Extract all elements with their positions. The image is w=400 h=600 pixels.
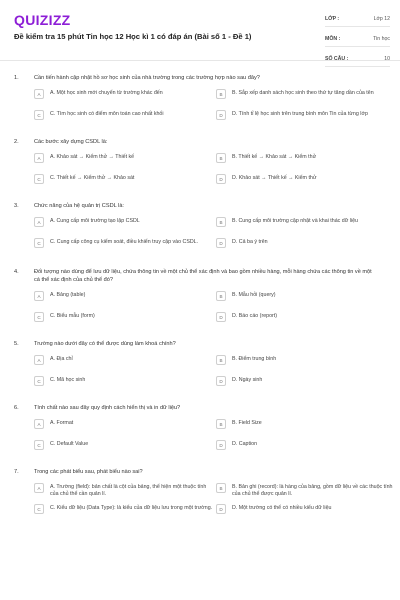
answer-option-c[interactable] [34,237,214,254]
question-header [0,404,400,412]
option-text: C. Cung cấp công cụ kiểm soát, điều khiển truy cập vào CSDL. [50,239,199,245]
question-header [0,74,400,82]
option-letter-badge: D [216,440,226,450]
option-text: D. Tính tỉ lệ học sinh trên trung bình môn Tin của từng lớp [232,111,368,117]
option-letter-badge: C [34,312,44,322]
question-text: Trường nào dưới đây có thể được dùng làm khoá chính? [34,341,176,347]
option-letter-badge: A [34,217,44,227]
answer-option-a[interactable] [34,88,214,105]
option-text: A. Bảng (table) [50,292,86,298]
quizizz-logo[interactable]: QUIZIZZ [14,12,71,28]
option-text: D. Báo cáo (report) [232,313,278,319]
meta-count-value: 10 [384,56,390,62]
meta-subject-label: MÔN : [325,36,341,42]
answer-option-b[interactable] [216,354,396,371]
question-number: 2. [14,139,19,145]
option-text: C. Default Value [50,441,89,447]
question-text: Chức năng của hệ quản trị CSDL là: [34,203,124,209]
option-letter-badge: A [34,419,44,429]
question-number: 7. [14,469,19,475]
option-text: B. Sắp xếp danh sách học sinh theo thứ tự tăng dần của tên [232,90,374,96]
option-text: B. Thiết kế → Khảo sát → Kiểm thử [232,154,317,160]
option-text: A. Một học sinh mới chuyển từ trường khác đến [50,90,163,96]
meta-subject-value: Tin học [373,36,390,42]
question-text: Tính chất nào sau đây quy định cách hiển thị và in dữ liệu? [34,405,181,411]
option-letter-badge: C [34,376,44,386]
answer-option-b[interactable] [216,88,396,105]
answer-option-a[interactable] [34,482,214,499]
answer-option-d[interactable] [216,311,396,328]
meta-count-label: SỐ CÂU : [325,56,349,62]
answer-option-c[interactable] [34,311,214,328]
option-letter-badge: D [216,376,226,386]
meta-count-row [325,52,390,67]
answer-option-a[interactable] [34,152,214,169]
option-text: C. Thiết kế → Kiểm thử → Khảo sát [50,175,135,181]
question-list [0,74,400,532]
option-text: B. Bản ghi (record): là hàng của bảng, gồm dữ liệu về các thuộc tính của chủ thể được quản lí. [232,484,393,497]
answer-option-d[interactable] [216,237,396,254]
question-header [0,202,400,210]
answer-options [0,354,400,396]
answer-options [0,88,400,130]
answer-option-a[interactable] [34,290,214,307]
option-text: D. Một trường có thể có nhiều kiểu dữ liệu [232,505,332,511]
question-header [0,340,400,348]
option-letter-badge: C [34,440,44,450]
answer-option-a[interactable] [34,354,214,371]
answer-option-d[interactable] [216,439,396,456]
meta-class-label: LỚP : [325,16,340,22]
answer-option-b[interactable] [216,290,396,307]
option-letter-badge: A [34,153,44,163]
option-text: D. Cả ba ý trên [232,239,268,245]
meta-class-value: Lớp 12 [373,16,390,22]
question-number: 1. [14,75,19,81]
option-text: C. Biểu mẫu (form) [50,313,95,319]
question-item [0,404,400,460]
option-letter-badge: B [216,419,226,429]
question-item [0,138,400,194]
answer-option-c[interactable] [34,503,214,520]
answer-option-d[interactable] [216,173,396,190]
option-text: C. Tìm học sinh có điểm môn toán cao nhất khối [50,111,164,117]
option-letter-badge: B [216,217,226,227]
option-letter-badge: A [34,483,44,493]
option-letter-badge: B [216,291,226,301]
option-letter-badge: D [216,238,226,248]
meta-class-row [325,12,390,27]
option-letter-badge: D [216,504,226,514]
answer-option-c[interactable] [34,109,214,126]
meta-subject-row [325,32,390,47]
option-letter-badge: D [216,110,226,120]
answer-option-c[interactable] [34,173,214,190]
answer-option-d[interactable] [216,375,396,392]
option-text: B. Field Size [232,420,262,426]
worksheet-meta [325,12,390,72]
option-letter-badge: B [216,89,226,99]
option-text: D. Ngày sinh [232,377,263,383]
option-text: C. Kiểu dữ liệu (Data Type): là kiểu của dữ liệu lưu trong một trường. [50,505,213,511]
option-letter-badge: A [34,291,44,301]
option-text: D. Caption [232,441,258,447]
option-letter-badge: B [216,483,226,493]
option-text: A. Khảo sát → Kiểm thử → Thiết kế [50,154,135,160]
question-text: Cần tiến hành cập nhật hồ sơ học sinh của nhà trường trong các trường hợp nào sau đây? [34,75,260,81]
answer-option-a[interactable] [34,418,214,435]
question-header [0,468,400,476]
option-letter-badge: A [34,355,44,365]
question-number: 6. [14,405,19,411]
answer-option-d[interactable] [216,109,396,126]
question-header [0,268,400,284]
question-number: 5. [14,341,19,347]
option-letter-badge: C [34,504,44,514]
option-text: A. Cung cấp môi trường tạo lập CSDL [50,218,140,224]
answer-options [0,216,400,258]
option-letter-badge: B [216,153,226,163]
option-text: B. Cung cấp môi trường cập nhật và khai thác dữ liệu [232,218,358,224]
option-text: C. Mã học sinh [50,377,86,383]
worksheet-header [0,0,400,61]
option-text: D. Khảo sát → Thiết kế → Kiểm thử [232,175,317,181]
answer-option-a[interactable] [34,216,214,233]
question-text: Đối tượng nào dùng để lưu dữ liệu, chứa thông tin về một chủ thể xác định và bao gồm nhiều hàng, mỗi hàng chứa các thông tin về một cá thể xác định của chủ thể đó? [34,269,372,283]
question-text: Các bước xây dựng CSDL là: [34,139,108,145]
question-item [0,268,400,332]
option-letter-badge: D [216,174,226,184]
question-header [0,138,400,146]
question-number: 3. [14,203,19,209]
question-item [0,340,400,396]
answer-option-b[interactable] [216,216,396,233]
question-item [0,468,400,524]
answer-option-c[interactable] [34,375,214,392]
option-letter-badge: A [34,89,44,99]
answer-options [0,290,400,332]
answer-option-b[interactable] [216,152,396,169]
question-number: 4. [14,269,19,275]
option-text: B. Mẫu hỏi (query) [232,292,276,298]
option-text: B. Điểm trung bình [232,356,277,362]
question-item [0,202,400,258]
option-letter-badge: C [34,110,44,120]
answer-option-c[interactable] [34,439,214,456]
option-text: A. Trường (field): bản chất là cột của bảng, thể hiện một thuộc tính của chủ thể cần quản lí. [50,484,207,497]
answer-option-b[interactable] [216,482,396,499]
option-text: A. Địa chỉ [50,356,73,362]
answer-options [0,418,400,460]
answer-option-b[interactable] [216,418,396,435]
answer-options [0,152,400,194]
question-item [0,74,400,130]
question-text: Trong các phát biểu sau, phát biểu nào sai? [34,469,143,475]
answer-options [0,482,400,524]
worksheet-title: Đề kiểm tra 15 phút Tin học 12 Học kì 1 có đáp án (Bài số 1 - Đề 1) [14,32,252,41]
answer-option-d[interactable] [216,503,396,520]
option-letter-badge: C [34,238,44,248]
option-letter-badge: D [216,312,226,322]
option-letter-badge: B [216,355,226,365]
option-text: A. Format [50,420,74,426]
option-letter-badge: C [34,174,44,184]
